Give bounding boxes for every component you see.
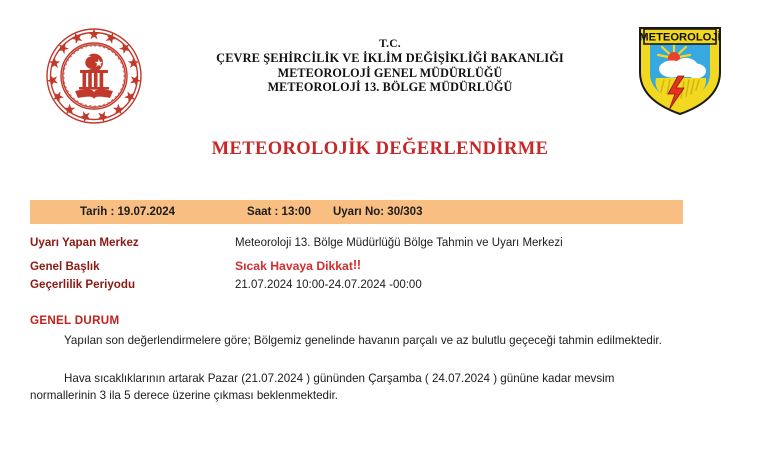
field-row-validity-period [30,278,690,299]
field-label-validity-period: Geçerlilik Periyodu [30,278,136,291]
general-situation-section [30,314,674,419]
field-value-issuing-center: Meteoroloji 13. Bölge Müdürlüğü Bölge Tahmin ve Uyarı Merkezi [235,237,563,249]
header-line-regional: METEOROLOJİ 13. BÖLGE MÜDÜRLÜĞÜ [267,79,513,94]
ministry-seal-icon [42,26,146,126]
page-title: METEOROLOJİK DEĞERLENDİRME [211,139,549,159]
info-bar [30,200,683,224]
info-bar-time: Saat : 13:00 [247,206,311,218]
paragraph-temperature-outlook: Hava sıcaklıklarının artarak Pazar (21.07.2024 ) gününden Çarşamba ( 24.07.2024 ) gününe kadar mevsim normallerinin 3 ila 5 derece üzerine çıkması beklenmektedir. [30,371,615,403]
field-row-issuing-center [30,236,690,257]
alert-text: Sıcak Havaya Dikkat [235,259,353,273]
field-value-validity-period: 21.07.2024 10:00-24.07.2024 -00:00 [235,279,422,291]
header-line-ministry: ÇEVRE ŞEHİRCİLİK VE İKLİM DEĞİŞİKLİĞİ BAKANLIĞI [216,51,564,66]
info-bar-warning-number: Uyarı No: 30/303 [332,206,423,218]
field-list [30,236,690,299]
field-label-general-headline: Genel Başlık [30,260,100,273]
meteoroloji-badge-icon [634,22,726,118]
meteoroloji-badge-text: METEOROLOJİ [639,31,721,44]
header-line-tc: T.C. [379,38,401,50]
alert-exclamation: !! [352,257,361,272]
section-heading-general-situation: GENEL DURUM [30,314,120,327]
field-row-general-headline [30,257,690,278]
field-label-issuing-center: Uyarı Yapan Merkez [30,236,139,249]
header-title-block [180,38,600,94]
paragraph-forecast-summary: Yapılan son değerlendirmelere göre; Bölgemiz genelinde havanın parçalı ve az bulutlu geçeceği tahmin edilmektedir. [64,334,662,347]
document-header [0,0,760,128]
field-value-general-headline [235,257,361,273]
header-line-directorate: METEOROLOJİ GENEL MÜDÜRLÜĞÜ [277,65,503,80]
info-bar-date: Tarih : 19.07.2024 [80,206,176,218]
